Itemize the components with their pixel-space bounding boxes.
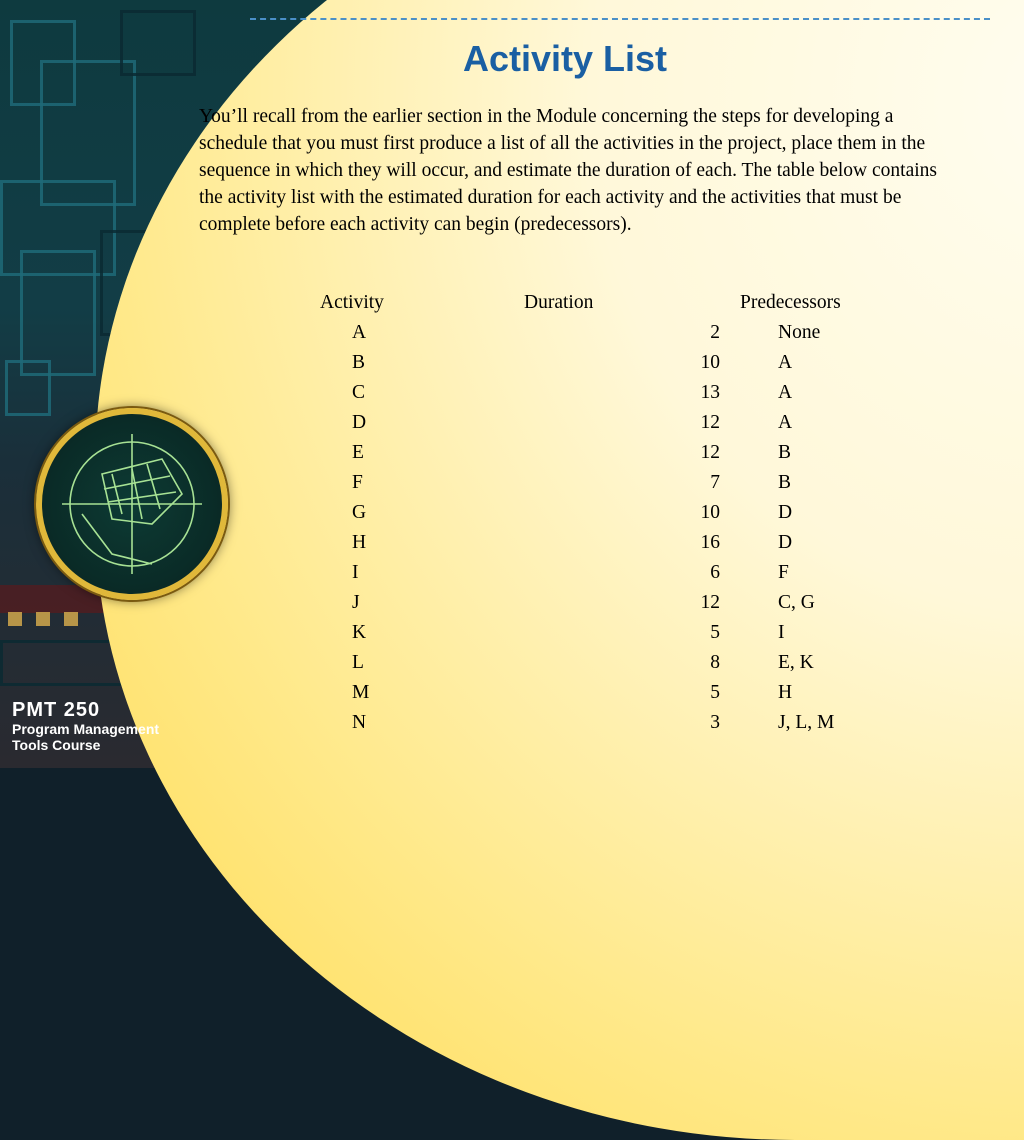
cell-duration: 2 — [710, 322, 720, 343]
cell-duration: 10 — [700, 502, 720, 523]
cell-activity: J — [352, 592, 360, 613]
table-header-row — [300, 288, 920, 318]
cell-predecessors: B — [778, 442, 792, 463]
cell-activity: B — [352, 352, 366, 373]
slide-title: Activity List — [462, 38, 668, 79]
course-name-line1: Program Management — [12, 721, 160, 737]
table-row — [300, 438, 920, 468]
cell-activity: F — [352, 472, 363, 493]
table-row — [300, 468, 920, 498]
cell-activity: N — [352, 712, 367, 733]
table-row — [300, 558, 920, 588]
cell-activity: M — [352, 682, 370, 703]
table-row — [300, 648, 920, 678]
table-row — [300, 678, 920, 708]
table-row — [300, 588, 920, 618]
cell-activity: K — [352, 622, 367, 643]
cell-predecessors: A — [778, 382, 793, 403]
cell-predecessors: E, K — [778, 652, 814, 673]
cell-activity: D — [352, 412, 367, 433]
radar-screen-image — [36, 408, 228, 600]
header-predecessors: Predecessors — [740, 292, 841, 313]
table-row — [300, 528, 920, 558]
cell-duration: 12 — [700, 442, 720, 463]
table-row — [300, 618, 920, 648]
cell-predecessors: D — [778, 532, 793, 553]
cell-activity: L — [352, 652, 364, 673]
cell-duration: 10 — [700, 352, 720, 373]
cell-duration: 13 — [700, 382, 720, 403]
activity-table — [300, 288, 920, 738]
cell-duration: 12 — [700, 592, 720, 613]
cell-predecessors: A — [778, 352, 793, 373]
cell-predecessors: F — [778, 562, 789, 583]
cell-predecessors: I — [778, 622, 785, 643]
cell-duration: 6 — [710, 562, 720, 583]
cell-duration: 5 — [710, 682, 720, 703]
cell-activity: C — [352, 382, 366, 403]
activity-rows — [300, 318, 920, 738]
cell-activity: E — [352, 442, 364, 463]
cell-duration: 7 — [710, 472, 720, 493]
cell-activity: G — [352, 502, 367, 523]
table-row — [300, 318, 920, 348]
course-logo — [12, 700, 232, 752]
table-row — [300, 378, 920, 408]
cell-predecessors: C, G — [778, 592, 815, 613]
table-row — [300, 708, 920, 738]
cell-predecessors: None — [778, 322, 821, 343]
cell-predecessors: J, L, M — [778, 712, 835, 733]
cell-duration: 12 — [700, 412, 720, 433]
cell-duration: 3 — [710, 712, 720, 733]
course-code: PMT 250 — [12, 699, 101, 721]
cell-duration: 8 — [710, 652, 720, 673]
cell-activity: A — [352, 322, 367, 343]
cell-predecessors: A — [778, 412, 793, 433]
header-duration: Duration — [524, 292, 594, 313]
cell-activity: I — [352, 562, 359, 583]
header-activity: Activity — [320, 292, 384, 313]
intro-paragraph: You’ll recall from the earlier section in the Module concerning the steps for developing a schedule that you must first produce a list of all the activities in the project, place them in the sequence in which they will occur, and estimate the duration of each. The table below contains the activity list with the estimated duration for each activity and the activities that must be complete before each activity can begin (predecessors). — [199, 106, 937, 235]
cell-activity: H — [352, 532, 367, 553]
table-row — [300, 498, 920, 528]
table-row — [300, 408, 920, 438]
cell-predecessors: B — [778, 472, 792, 493]
course-name-line2: Tools Course — [12, 737, 101, 753]
table-row — [300, 348, 920, 378]
cell-predecessors: D — [778, 502, 793, 523]
cell-duration: 16 — [700, 532, 720, 553]
header-dashed-rule — [250, 18, 990, 20]
cell-duration: 5 — [710, 622, 720, 643]
cell-predecessors: H — [778, 682, 793, 703]
